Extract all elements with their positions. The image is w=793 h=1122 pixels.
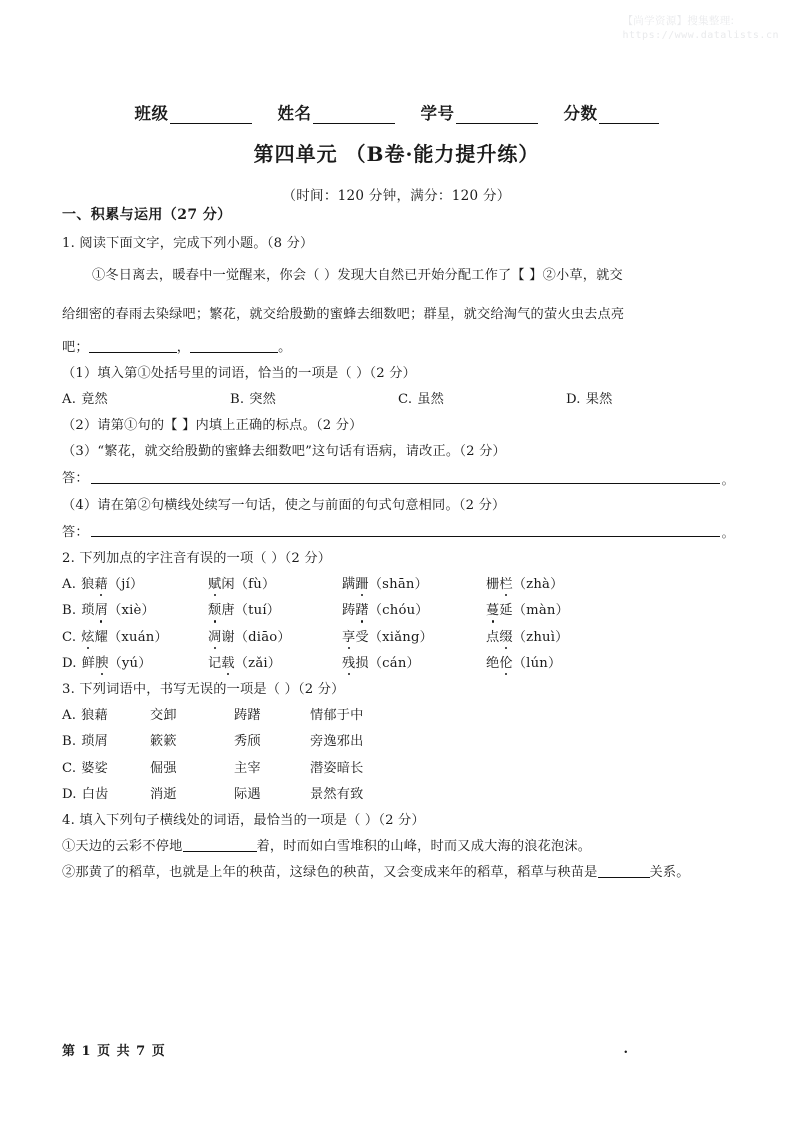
q2-d3-pinyin: （cán） bbox=[368, 655, 420, 671]
answer-line-1[interactable] bbox=[91, 472, 720, 484]
q2-c1-post: 耀 bbox=[94, 629, 108, 645]
q4-s1-post: 着，时而如白雪堆积的山峰，时而又成大海的浪花泡沫。 bbox=[256, 839, 592, 855]
q4-s1-pre: ①天边的云彩不停地 bbox=[62, 839, 183, 855]
q4-s1-blank[interactable] bbox=[183, 840, 257, 852]
q2-d-item-4[interactable] bbox=[486, 657, 626, 670]
q3-b-word-1: 琐屑 bbox=[81, 734, 109, 750]
q2-d2-pre: 记 bbox=[208, 655, 222, 671]
q2-a4-pre: 栅 bbox=[486, 577, 500, 593]
field-class bbox=[135, 100, 252, 124]
q2-b2-dotted-char: 颓 bbox=[208, 603, 222, 619]
question-2-row-d bbox=[62, 657, 734, 670]
option-d[interactable] bbox=[566, 393, 734, 406]
question-1-passage-line-2: 给细密的春雨去染绿吧；繁花，就交给殷勤的蜜蜂去细数吧；群星，就交给淘气的萤火虫去点亮 bbox=[62, 306, 625, 322]
answer-end-punct-2: 。 bbox=[721, 525, 734, 540]
q2-d2-pinyin: （zǎi） bbox=[234, 655, 282, 671]
option-c[interactable] bbox=[398, 393, 566, 406]
q4-s2-pre: ②那黄了的稻草，也就是上年的秧苗，这绿色的秧苗，又会变成来年的稻草，稻草与秧苗是 bbox=[62, 865, 598, 881]
option-a-text: 竟然 bbox=[81, 392, 108, 408]
q2-c1-dotted-char: 炫 bbox=[81, 629, 95, 645]
q2-d4-dotted-char: 伦 bbox=[499, 655, 513, 671]
q4-s2-blank[interactable] bbox=[598, 866, 650, 878]
field-name-label: 姓名 bbox=[277, 104, 312, 123]
q2-c4-pre: 点 bbox=[486, 629, 500, 645]
option-b[interactable] bbox=[230, 393, 398, 406]
q2-row-a-tag: A. bbox=[62, 577, 77, 593]
question-3-row-c[interactable] bbox=[62, 762, 734, 775]
q3-a-word-4: 情郁于中 bbox=[310, 708, 364, 724]
q2-row-b-tag: B. bbox=[62, 603, 77, 619]
q2-b4-dotted-char: 蔓 bbox=[486, 603, 500, 619]
q2-b-item-3[interactable] bbox=[342, 604, 486, 617]
question-2-row-a bbox=[62, 578, 734, 591]
q2-c3-dotted-char: 享 bbox=[342, 629, 356, 645]
answer-end-punct-1: 。 bbox=[721, 472, 734, 487]
question-2-row-b bbox=[62, 604, 734, 617]
q2-b1-pre: 琐 bbox=[81, 603, 95, 619]
q2-c2-post: 谢 bbox=[221, 629, 235, 645]
watermark bbox=[623, 14, 780, 44]
q3-b-word-4: 旁逸邪出 bbox=[310, 734, 364, 750]
q2-c-item-2[interactable] bbox=[208, 631, 342, 644]
q3-c-word-2: 倔强 bbox=[150, 760, 177, 776]
q2-c1-pinyin: （xuán） bbox=[108, 629, 168, 645]
q2-a3-pinyin: （shān） bbox=[368, 577, 428, 593]
q2-d4-pre: 绝 bbox=[486, 655, 500, 671]
question-1-stem: 1. 阅读下面文字，完成下列小题。（8 分） bbox=[62, 236, 314, 251]
answer-line-2[interactable] bbox=[91, 525, 720, 537]
q3-c-word-4: 潜姿暗长 bbox=[310, 760, 364, 776]
q2-b4-pinyin: （màn） bbox=[512, 603, 570, 619]
q3-row-c-tag: C. bbox=[62, 760, 77, 776]
q2-c-item-4[interactable] bbox=[486, 631, 626, 644]
question-3-stem: 3. 下列词语中，书写无误的一项是（ ）（2 分） bbox=[62, 681, 345, 697]
option-d-tag: D. bbox=[566, 392, 581, 408]
q2-a2-post: 闲 bbox=[221, 577, 235, 593]
q2-a-item-2[interactable] bbox=[208, 578, 342, 591]
field-name bbox=[278, 100, 395, 124]
option-d-text: 果然 bbox=[585, 392, 613, 408]
question-1-sub-1: （1）填入第①处括号里的词语，恰当的一项是（ ）（2 分） bbox=[62, 365, 417, 381]
exam-body bbox=[62, 208, 734, 893]
q2-a1-pinyin: （jí） bbox=[107, 577, 144, 593]
q3-b-tag-word bbox=[62, 735, 150, 748]
q2-b3-pre: 踌 bbox=[342, 603, 356, 619]
passage-blank-1[interactable] bbox=[89, 341, 177, 353]
question-3-row-d[interactable] bbox=[62, 788, 734, 801]
q3-d-word-1: 白齿 bbox=[81, 786, 109, 802]
question-2-stem: 2. 下列加点的字注音有误的一项（ ）（2 分） bbox=[62, 550, 332, 566]
q2-a-item-4[interactable] bbox=[486, 578, 626, 591]
q2-b3-pinyin: （chóu） bbox=[368, 603, 429, 619]
q3-c-tag-word bbox=[62, 762, 150, 775]
q2-a4-pinyin: （zhà） bbox=[512, 577, 564, 593]
q3-d-word-4: 景然有致 bbox=[310, 786, 364, 802]
watermark-url: https://www.datalists.cn bbox=[622, 30, 779, 42]
section-heading-1: 一、积累与运用（27 分） bbox=[62, 207, 232, 223]
option-a-tag: A. bbox=[62, 392, 77, 408]
option-c-text: 虽然 bbox=[417, 392, 444, 408]
q4-s2-post: 关系。 bbox=[649, 865, 690, 881]
q2-b2-pinyin: （tuí） bbox=[234, 603, 281, 619]
q3-b-word-2: 簌簌 bbox=[150, 734, 177, 750]
footer-dot-mark: . bbox=[623, 1042, 629, 1057]
q2-c3-post: 受 bbox=[355, 629, 369, 645]
passage-line-3-end: 。 bbox=[278, 339, 292, 355]
answer-label-1: 答： bbox=[62, 471, 89, 487]
q2-b4-post: 延 bbox=[499, 603, 513, 619]
answer-label-2: 答： bbox=[62, 524, 89, 540]
q2-d1-pinyin: （yú） bbox=[108, 655, 152, 671]
field-class-blank[interactable] bbox=[170, 109, 252, 124]
q2-a4-dotted-char: 栏 bbox=[499, 577, 513, 593]
q2-b-item-2[interactable] bbox=[208, 604, 342, 617]
q2-d-item-2[interactable] bbox=[208, 657, 342, 670]
q2-c2-dotted-char: 凋 bbox=[208, 629, 222, 645]
field-score bbox=[564, 100, 659, 124]
q2-d2-dotted-char: 载 bbox=[221, 655, 235, 671]
question-3-row-b[interactable] bbox=[62, 735, 734, 748]
q3-a-word-1: 狼藉 bbox=[81, 708, 108, 724]
option-b-text: 突然 bbox=[249, 392, 277, 408]
q2-a1-pre: 狼 bbox=[81, 577, 95, 593]
q2-c-item-3[interactable] bbox=[342, 631, 486, 644]
q2-d3-dotted-char: 残 bbox=[342, 655, 356, 671]
page-footer bbox=[62, 1040, 731, 1059]
q2-row-d-tag: D. bbox=[62, 655, 77, 671]
q2-b2-post: 唐 bbox=[221, 603, 235, 619]
q3-c-word-1: 婆娑 bbox=[81, 760, 108, 776]
q2-d1-dotted-char: 腴 bbox=[95, 655, 109, 671]
q2-a2-dotted-char: 赋 bbox=[208, 577, 222, 593]
q3-row-b-tag: B. bbox=[62, 734, 77, 750]
question-4-sentence-2 bbox=[62, 866, 734, 879]
field-score-label: 分数 bbox=[563, 104, 598, 123]
field-student-id bbox=[421, 100, 538, 124]
q2-a3-dotted-char: 跚 bbox=[355, 577, 369, 593]
question-1-passage-line-3 bbox=[62, 341, 734, 354]
option-c-tag: C. bbox=[398, 392, 413, 408]
page-title: 第四单元 （B卷·能力提升练） bbox=[253, 142, 540, 166]
q3-d-word-3: 际遇 bbox=[234, 786, 261, 802]
field-class-label: 班级 bbox=[134, 104, 169, 123]
page-number-label: 第 1 页 共 7 页 bbox=[62, 1044, 166, 1059]
q2-c2-pinyin: （diāo） bbox=[234, 629, 291, 645]
q2-row-c-tag: C. bbox=[62, 629, 77, 645]
q3-b-word-3: 秀颀 bbox=[234, 734, 261, 750]
question-4-sentence-1 bbox=[62, 840, 734, 853]
q2-d4-pinyin: （lún） bbox=[512, 655, 562, 671]
q2-c4-pinyin: （zhuì） bbox=[512, 629, 569, 645]
passage-line-3-prefix: 吧； bbox=[62, 339, 89, 355]
field-name-blank[interactable] bbox=[313, 109, 395, 124]
question-4-stem: 4. 填入下列句子横线处的词语，最恰当的一项是（ ）（2 分） bbox=[62, 812, 425, 828]
exam-meta-subtitle: （时间：120 分钟，满分：120 分） bbox=[282, 188, 511, 204]
q2-a3-pre: 蹒 bbox=[342, 577, 356, 593]
q3-row-a-tag: A. bbox=[62, 708, 77, 724]
q2-c-item-1[interactable] bbox=[62, 631, 208, 644]
question-1-sub-3-answer-row bbox=[62, 472, 734, 486]
q2-d-item-1[interactable] bbox=[62, 657, 208, 670]
question-1-sub-2: （2）请第①句的【 】内填上正确的标点。（2 分） bbox=[62, 418, 363, 434]
q2-b-item-4[interactable] bbox=[486, 604, 626, 617]
q2-c3-pinyin: （xiǎng） bbox=[368, 629, 434, 645]
q2-b3-dotted-char: 躇 bbox=[355, 603, 369, 619]
q3-row-d-tag: D. bbox=[62, 786, 77, 802]
q2-b1-dotted-char: 屑 bbox=[94, 603, 109, 619]
passage-blank-2[interactable] bbox=[190, 341, 278, 353]
q2-a-item-3[interactable] bbox=[342, 578, 486, 591]
q3-a-word-2: 交卸 bbox=[150, 708, 177, 724]
q3-a-tag-word bbox=[62, 709, 150, 722]
q2-c4-dotted-char: 缀 bbox=[499, 629, 513, 645]
option-a[interactable] bbox=[62, 393, 230, 406]
field-student-id-blank[interactable] bbox=[456, 109, 538, 124]
q2-b-item-1[interactable] bbox=[62, 604, 208, 617]
q3-c-word-3: 主宰 bbox=[234, 760, 261, 776]
q3-d-word-2: 消逝 bbox=[150, 786, 177, 802]
q3-a-word-3: 踌躇 bbox=[234, 708, 261, 724]
field-student-id-label: 学号 bbox=[420, 104, 455, 123]
field-score-blank[interactable] bbox=[599, 109, 659, 124]
student-info-line bbox=[0, 100, 793, 124]
q2-d3-post: 损 bbox=[355, 655, 369, 671]
question-2-row-c bbox=[62, 631, 734, 644]
question-1-sub-3: （3）“繁花，就交给殷勤的蜜蜂去细数吧”这句话有语病，请改正。（2 分） bbox=[62, 444, 506, 460]
passage-line-3-separator: ， bbox=[176, 339, 191, 355]
q2-d1-pre: 鲜 bbox=[81, 655, 96, 671]
question-1-sub-4-answer-row bbox=[62, 525, 734, 539]
q2-b1-pinyin: （xiè） bbox=[108, 603, 155, 619]
q3-d-tag-word bbox=[62, 788, 150, 801]
question-1-sub-1-options bbox=[62, 393, 734, 406]
q2-a1-dotted-char: 藉 bbox=[94, 577, 108, 593]
q2-a-item-1[interactable] bbox=[62, 578, 208, 591]
question-1-sub-4: （4）请在第②句横线处续写一句话，使之与前面的句式句意相同。（2 分） bbox=[62, 497, 506, 513]
option-b-tag: B. bbox=[230, 392, 245, 408]
question-3-row-a[interactable] bbox=[62, 709, 734, 722]
q2-d-item-3[interactable] bbox=[342, 657, 486, 670]
watermark-source-label: 【尚学资源】搜集整理: bbox=[622, 15, 735, 27]
question-1-passage-line-1: ①冬日离去，暖春中一觉醒来，你会（ ）发现大自然已开始分配工作了【 】②小草，就交 bbox=[92, 268, 623, 284]
q2-a2-pinyin: （fù） bbox=[234, 577, 276, 593]
